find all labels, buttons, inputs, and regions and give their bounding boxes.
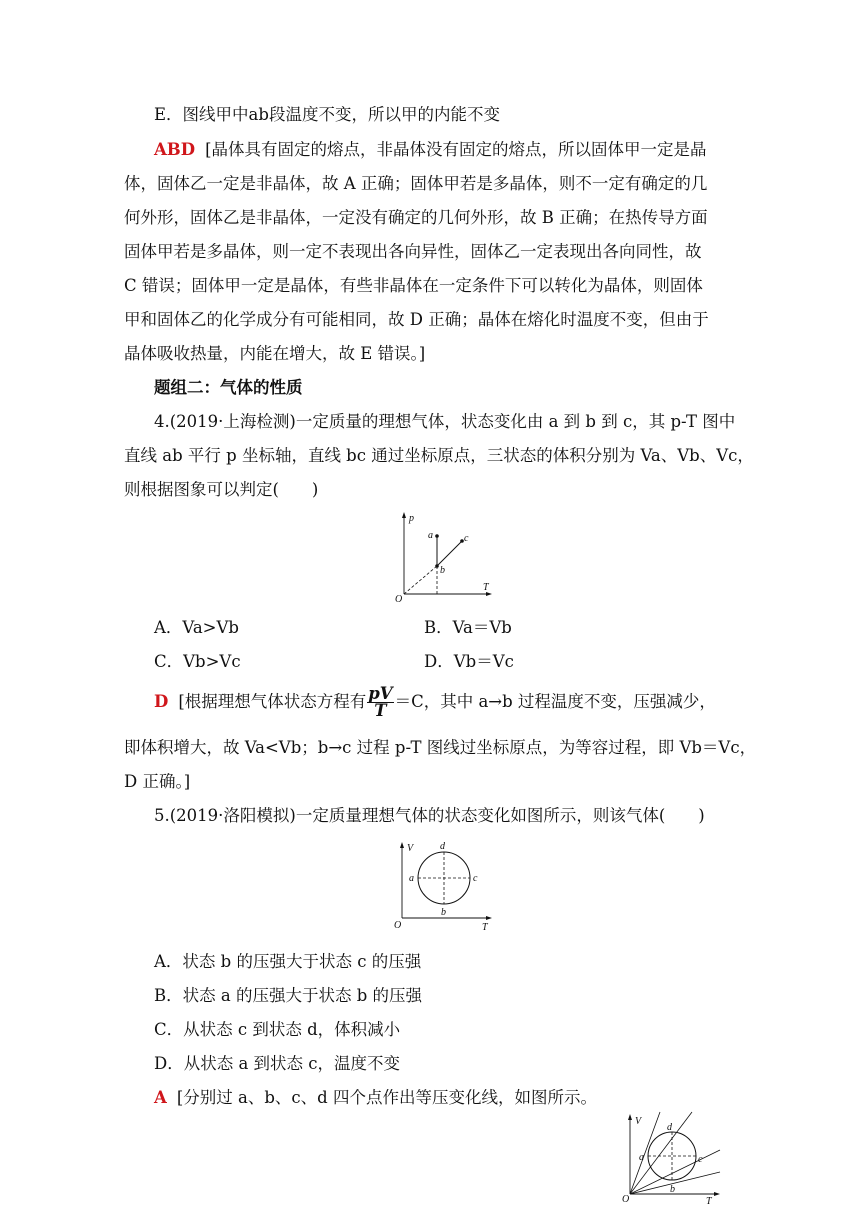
q3-explanation-2: 何外形，固体乙是非晶体，一定没有确定的几何外形，故 B 正确；在热传导方面: [124, 208, 708, 227]
q4-answer-line: [154, 686, 716, 719]
q5-option-b: B．状态 a 的压强大于状态 b 的压强: [154, 986, 423, 1005]
q4-explanation-1: 即体积增大，故 Va<Vb；b→c 过程 p-T 图线过坐标原点，为等容过程，即 Vb＝Vc，: [124, 738, 757, 757]
q3-explanation-1: 体，固体乙一定是非晶体，故 A 正确；固体甲若是多晶体，则不一定有确定的几: [124, 174, 708, 193]
q5-explanation: [分别过 a、b、c、d 四个点作出等压变化线，如图所示。: [176, 1088, 597, 1107]
q5-label-a: a: [409, 873, 414, 884]
q3-option-e: E．图线甲中ab段温度不变，所以甲的内能不变: [154, 105, 500, 124]
q5-origin: O: [394, 920, 402, 931]
q5-isobar-diagram: [620, 1110, 724, 1206]
q5b-y-arrow: [628, 1114, 632, 1120]
q4-answer: D: [154, 692, 169, 711]
q5b-x-arrow: [714, 1192, 720, 1196]
q4-y-label: p: [409, 513, 414, 524]
q4-explanation-pre: [根据理想气体状态方程有: [178, 692, 367, 711]
q4-stem-1: 直线 ab 平行 p 坐标轴，直线 bc 通过坐标原点，三状态的体积分别为 Va、Vb、Vc，: [124, 446, 754, 465]
q3-answer: ABD: [154, 140, 196, 159]
q4-point-a: [435, 534, 439, 538]
q4-stem-0: 4.(2019·上海检测)一定质量的理想气体，状态变化由 a 到 b 到 c，其 p-T 图中: [154, 412, 736, 431]
q4-option-c: C．Vb>Vc: [154, 652, 241, 671]
q4-label-b: b: [440, 565, 445, 576]
q5-x-arrow: [486, 916, 492, 920]
q4-option-b: B．Va＝Vb: [424, 618, 512, 637]
q5b-x-label: T: [706, 1196, 712, 1206]
q3-explanation-4: C 错误；固体甲一定是晶体，有些非晶体在一定条件下可以转化为晶体，则固体: [124, 276, 703, 295]
q5-answer: A: [154, 1088, 167, 1107]
q4-x-label: T: [483, 582, 489, 593]
q4-stem-2: 则根据图象可以判定( ): [124, 480, 319, 499]
q5-vt-diagram: [392, 838, 496, 934]
q3-explanation-0: [晶体具有固定的熔点，非晶体没有固定的熔点，所以固体甲一定是晶: [205, 140, 707, 159]
q4-line-bc: [437, 541, 462, 566]
q4-explanation-post: ＝C，其中 a→b 过程温度不变，压强减少，: [394, 692, 716, 711]
q5b-label-c: c: [698, 1154, 703, 1165]
q4-origin: O: [395, 594, 403, 605]
q4-option-d: D．Vb＝Vc: [424, 652, 514, 671]
q4-option-a: A．Va>Vb: [154, 618, 239, 637]
q3-answer-line: [154, 138, 707, 162]
q3-explanation-5: 甲和固体乙的化学成分有可能相同，故 D 正确；晶体在熔化时温度不变，但由于: [124, 310, 709, 329]
q5b-isobar-b: [630, 1172, 720, 1194]
q5b-origin: O: [622, 1194, 630, 1205]
q4-line-ob-dashed: [404, 566, 437, 594]
q3-explanation-6: 晶体吸收热量，内能在增大，故 E 错误。]: [124, 344, 426, 363]
q5-label-b: b: [441, 907, 446, 918]
q5-y-label: V: [407, 843, 414, 854]
q5-label-d: d: [440, 841, 445, 852]
q5b-label-d: d: [667, 1122, 672, 1133]
q4-label-c: c: [464, 533, 469, 544]
q3-explanation-3: 固体甲若是多晶体，则一定不表现出各向异性，固体乙一定表现出各向同性，故: [124, 242, 702, 261]
q4-label-a: a: [428, 530, 433, 541]
q5-label-c: c: [473, 873, 478, 884]
q5-option-c: C．从状态 c 到状态 d，体积减小: [154, 1020, 401, 1039]
q5-x-label: T: [482, 922, 488, 933]
q4-pt-diagram: [392, 508, 496, 606]
q5-answer-line: [154, 1086, 597, 1110]
q4-point-b: [435, 564, 439, 568]
q5b-y-label: V: [635, 1116, 642, 1127]
group2-title: 题组二：气体的性质: [154, 378, 303, 397]
q5b-label-b: b: [670, 1184, 675, 1195]
q5-option-d: D．从状态 a 到状态 c，温度不变: [154, 1054, 401, 1073]
q4-explanation-2: D 正确。]: [124, 772, 191, 791]
q5-option-a: A．状态 b 的压强大于状态 c 的压强: [154, 952, 422, 971]
q5-y-arrow: [400, 842, 404, 848]
q4-fraction: [367, 686, 393, 719]
q4-fraction-denominator: T: [374, 701, 387, 720]
q4-fraction-numerator: pV: [368, 684, 393, 703]
q5-stem: 5.(2019·洛阳模拟)一定质量理想气体的状态变化如图所示，则该气体( ): [154, 806, 705, 825]
q4-y-arrow: [402, 512, 406, 518]
q5b-label-a: a: [639, 1152, 644, 1163]
